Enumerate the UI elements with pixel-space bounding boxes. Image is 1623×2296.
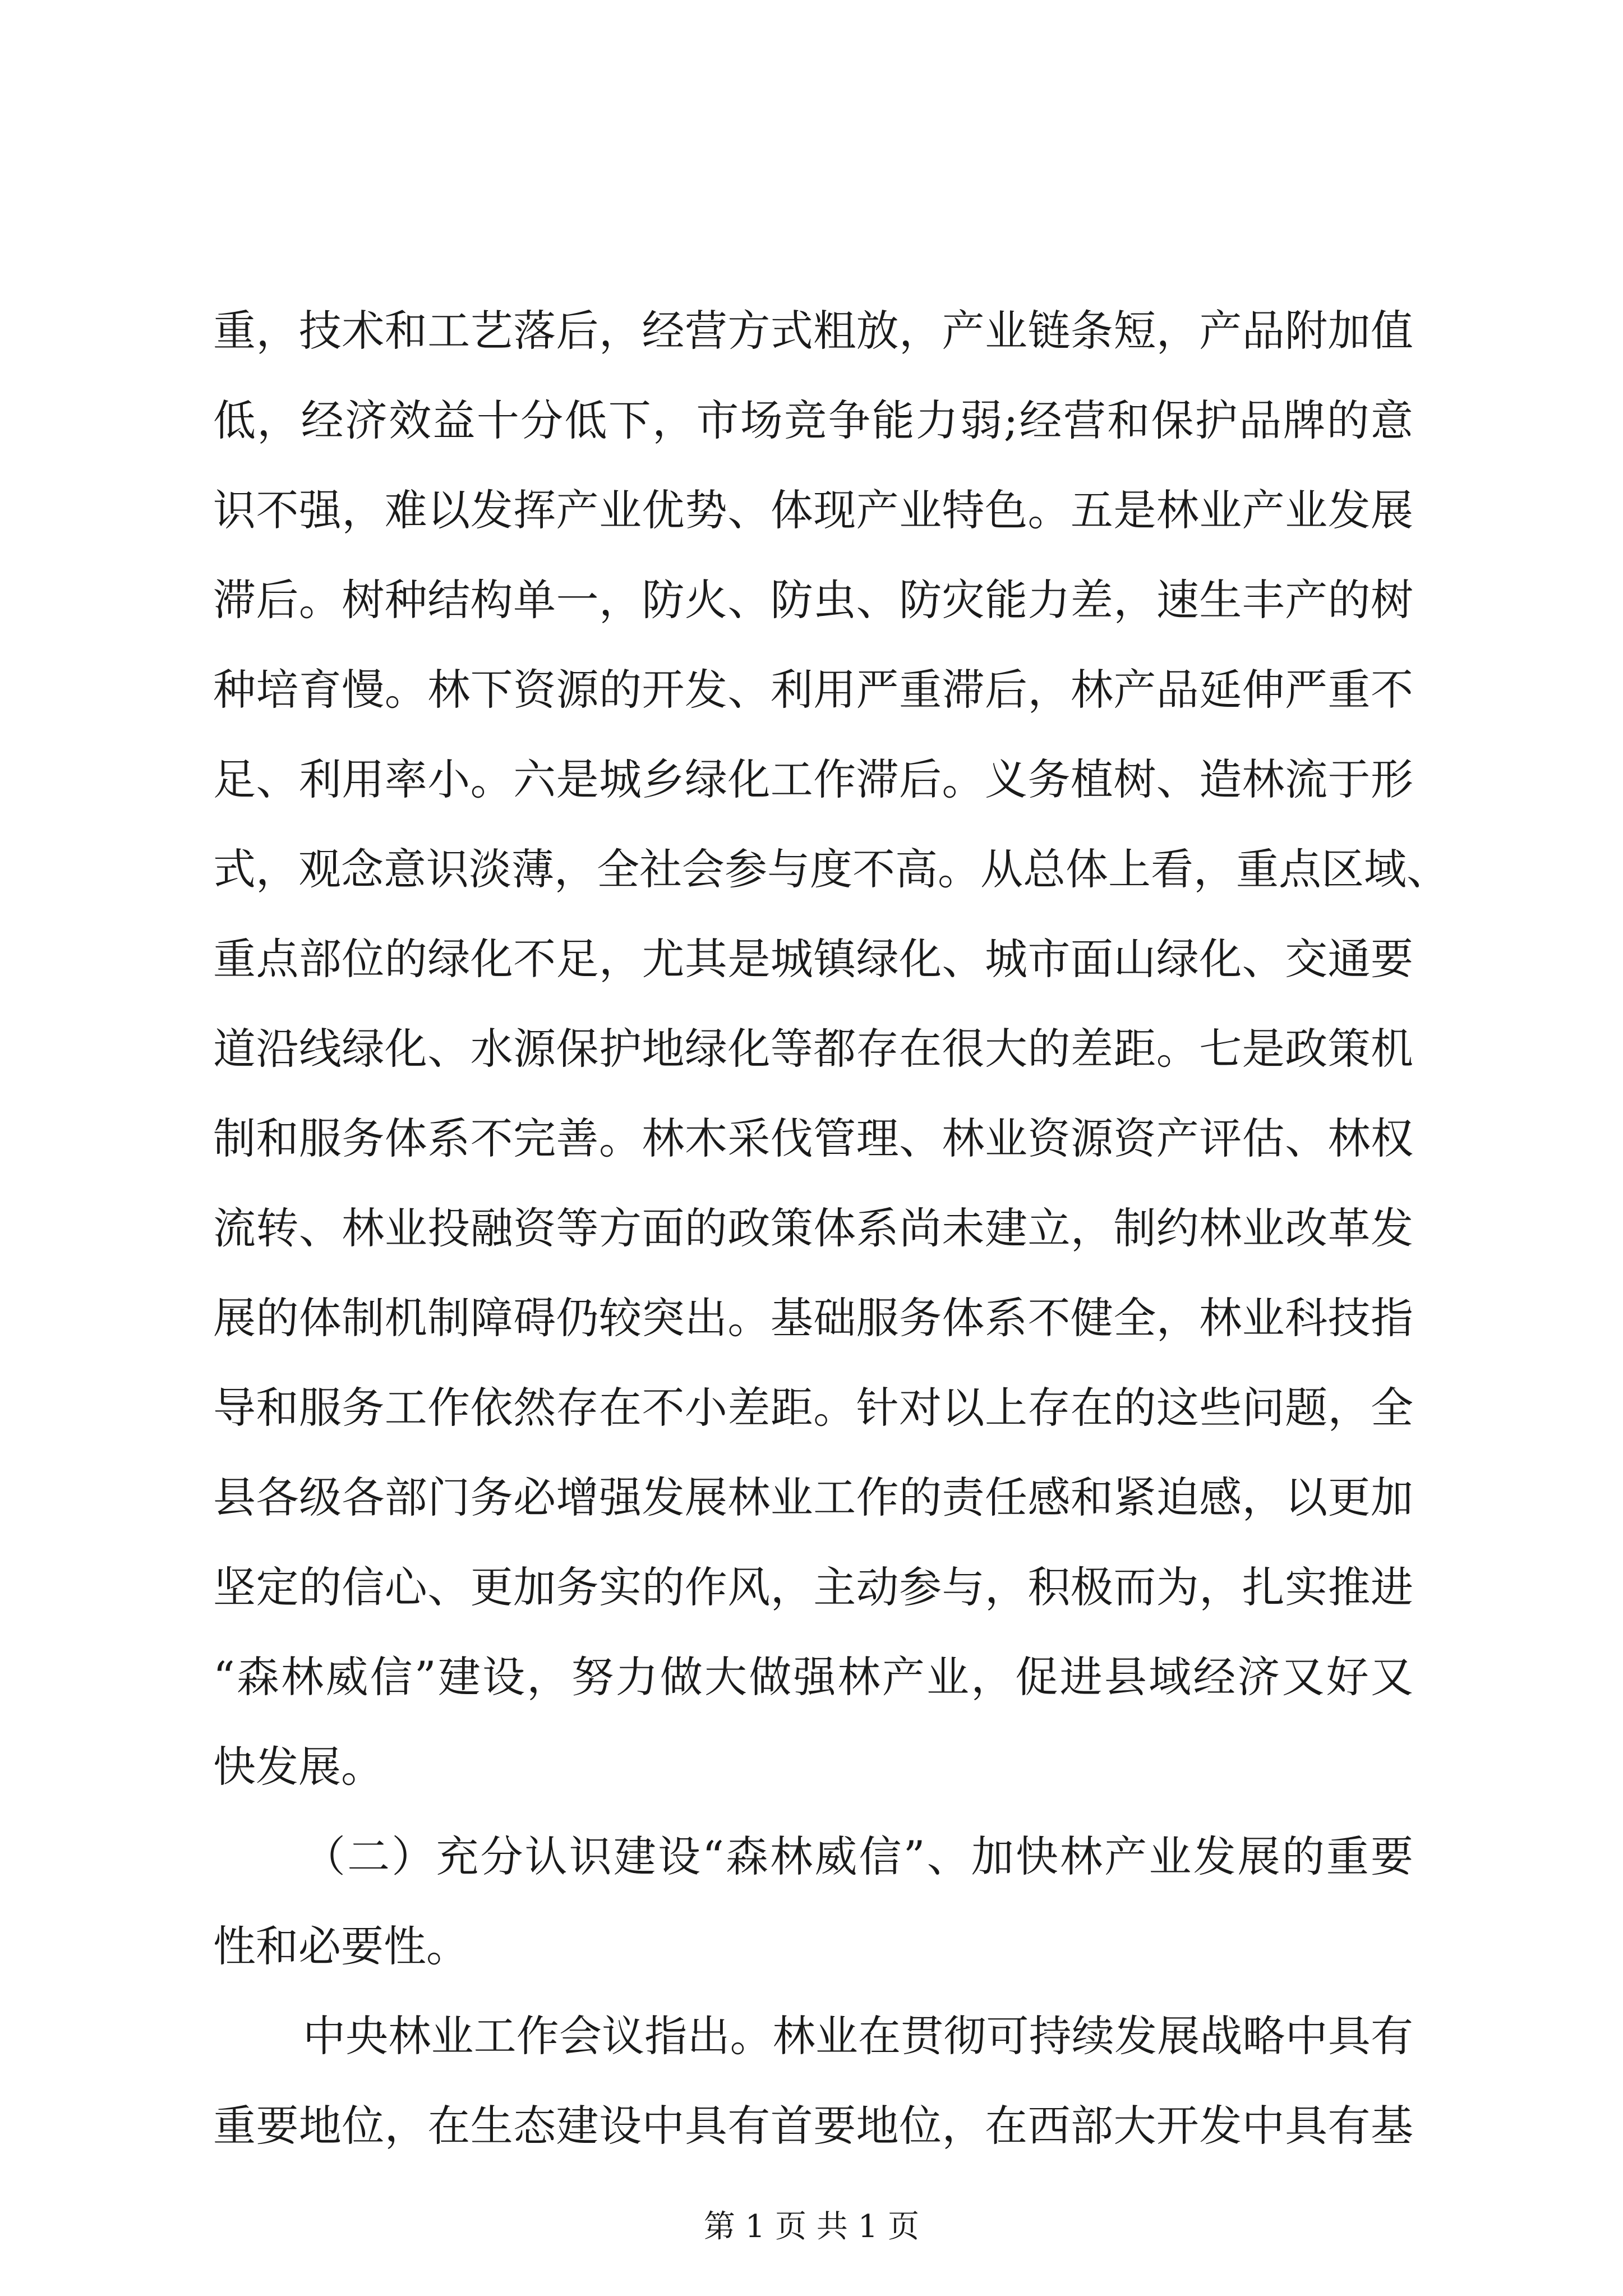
body-text-line: 种培育慢。林下资源的开发、利用严重滞后，林产品延伸严重不 (213, 665, 1413, 715)
body-text-line: 重点部位的绿化不足，尤其是城镇绿化、城市面山绿化、交通要 (213, 934, 1413, 984)
paragraph-first-line: 中央林业工作会议指出。林业在贯彻可持续发展战略中具有 (303, 2011, 1413, 2061)
body-text-line: 流转、林业投融资等方面的政策体系尚未建立，制约林业改革发 (213, 1203, 1413, 1253)
body-text-line: 县各级各部门务必增强发展林业工作的责任感和紧迫感，以更加 (213, 1473, 1413, 1522)
body-text-line: 滞后。树种结构单一，防火、防虫、防灾能力差，速生丰产的树 (213, 575, 1413, 625)
body-text-line: 重，技术和工艺落后，经营方式粗放，产业链条短，产品附加值 (213, 306, 1413, 356)
body-text-line: 展的体制机制障碍仍较突出。基础服务体系不健全，林业科技指 (213, 1293, 1413, 1343)
body-text-line: 导和服务工作依然存在不小差距。针对以上存在的这些问题，全 (213, 1383, 1413, 1433)
body-text-line: 重要地位，在生态建设中具有首要地位，在西部大开发中具有基 (213, 2101, 1413, 2151)
body-text-line: 低，经济效益十分低下，市场竞争能力弱;经营和保护品牌的意 (213, 395, 1413, 445)
body-text-line: “森林威信”建设，努力做大做强林产业，促进县域经济又好又 (213, 1652, 1413, 1702)
body-text-line: 识不强，难以发挥产业优势、体现产业特色。五是林业产业发展 (213, 485, 1413, 535)
body-text-line: 足、利用率小。六是城乡绿化工作滞后。义务植树、造林流于形 (213, 754, 1413, 804)
body-text-line: 坚定的信心、更加务实的作风，主动参与，积极而为，扎实推进 (213, 1562, 1413, 1612)
body-text-line: 道沿线绿化、水源保护地绿化等都存在很大的差距。七是政策机 (213, 1024, 1413, 1074)
body-text-line: 式，观念意识淡薄，全社会参与度不高。从总体上看，重点区域、 (213, 844, 1449, 894)
page-footer: 第 1 页 共 1 页 (703, 2208, 920, 2245)
body-text-line: 制和服务体系不完善。林木采伐管理、林业资源资产评估、林权 (213, 1114, 1413, 1163)
body-text-line: 快发展。 (213, 1742, 384, 1792)
section-heading-line: （二）充分认识建设“森林威信”、加快林产业发展的重要 (303, 1832, 1413, 1881)
section-heading-line: 性和必要性。 (213, 1921, 469, 1971)
